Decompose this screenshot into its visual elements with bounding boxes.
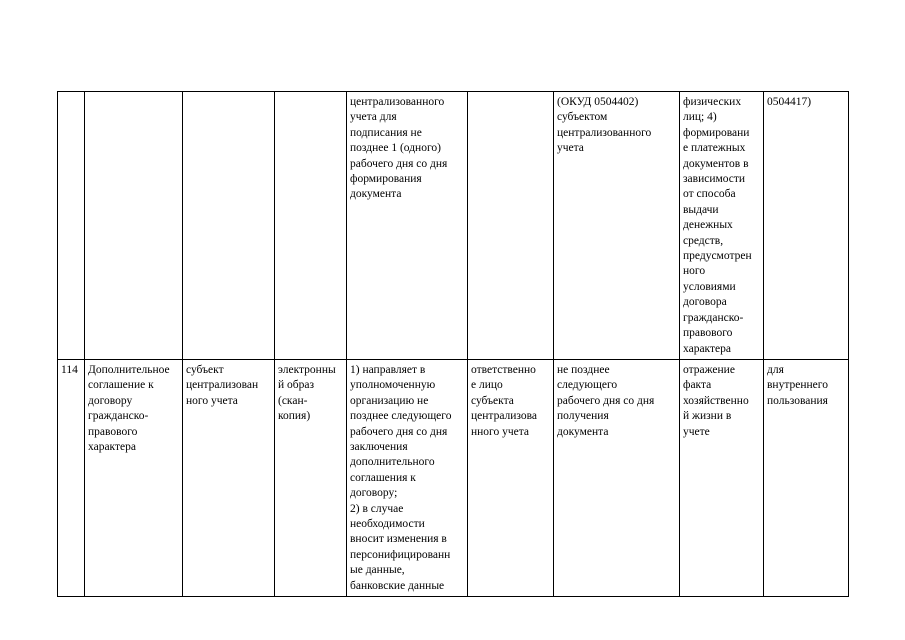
table-row-continuation	[58, 92, 849, 360]
cell-procedure: 1) направляет в уполномоченную организацию не позднее следующего рабочего дня со дня заключения дополнительного соглашения к договору; 2) в случае необходимости вносит изменения в персонифицированн ые данные, банковские данные	[347, 359, 468, 596]
cell-creator: субъект централизован ного учета	[183, 359, 275, 596]
document-table	[57, 91, 849, 597]
cell-deadline: (ОКУД 0504402) субъектом централизованного учета	[554, 92, 680, 360]
cell-responsible: ответственно е лицо субъекта централизова нного учета	[468, 359, 554, 596]
cell-responsible	[468, 92, 554, 360]
cell-procedure: централизованного учета для подписания не позднее 1 (одного) рабочего дня со дня формирования документа	[347, 92, 468, 360]
cell-purpose: физических лиц; 4) формировани е платежных документов в зависимости от способа выдачи денежных средств, предусмотрен ного условиями договора гражданско- правового характера	[680, 92, 764, 360]
cell-number: 114	[58, 359, 85, 596]
cell-number	[58, 92, 85, 360]
cell-purpose: отражение факта хозяйственно й жизни в учете	[680, 359, 764, 596]
cell-format	[275, 92, 347, 360]
cell-register: для внутреннего пользования	[764, 359, 849, 596]
cell-register: 0504417)	[764, 92, 849, 360]
cell-creator	[183, 92, 275, 360]
cell-deadline: не позднее следующего рабочего дня со дня получения документа	[554, 359, 680, 596]
table-row-114	[58, 359, 849, 596]
cell-document-name: Дополнительное соглашение к договору гражданско- правового характера	[85, 359, 183, 596]
cell-format: электронны й образ (скан- копия)	[275, 359, 347, 596]
cell-document-name	[85, 92, 183, 360]
